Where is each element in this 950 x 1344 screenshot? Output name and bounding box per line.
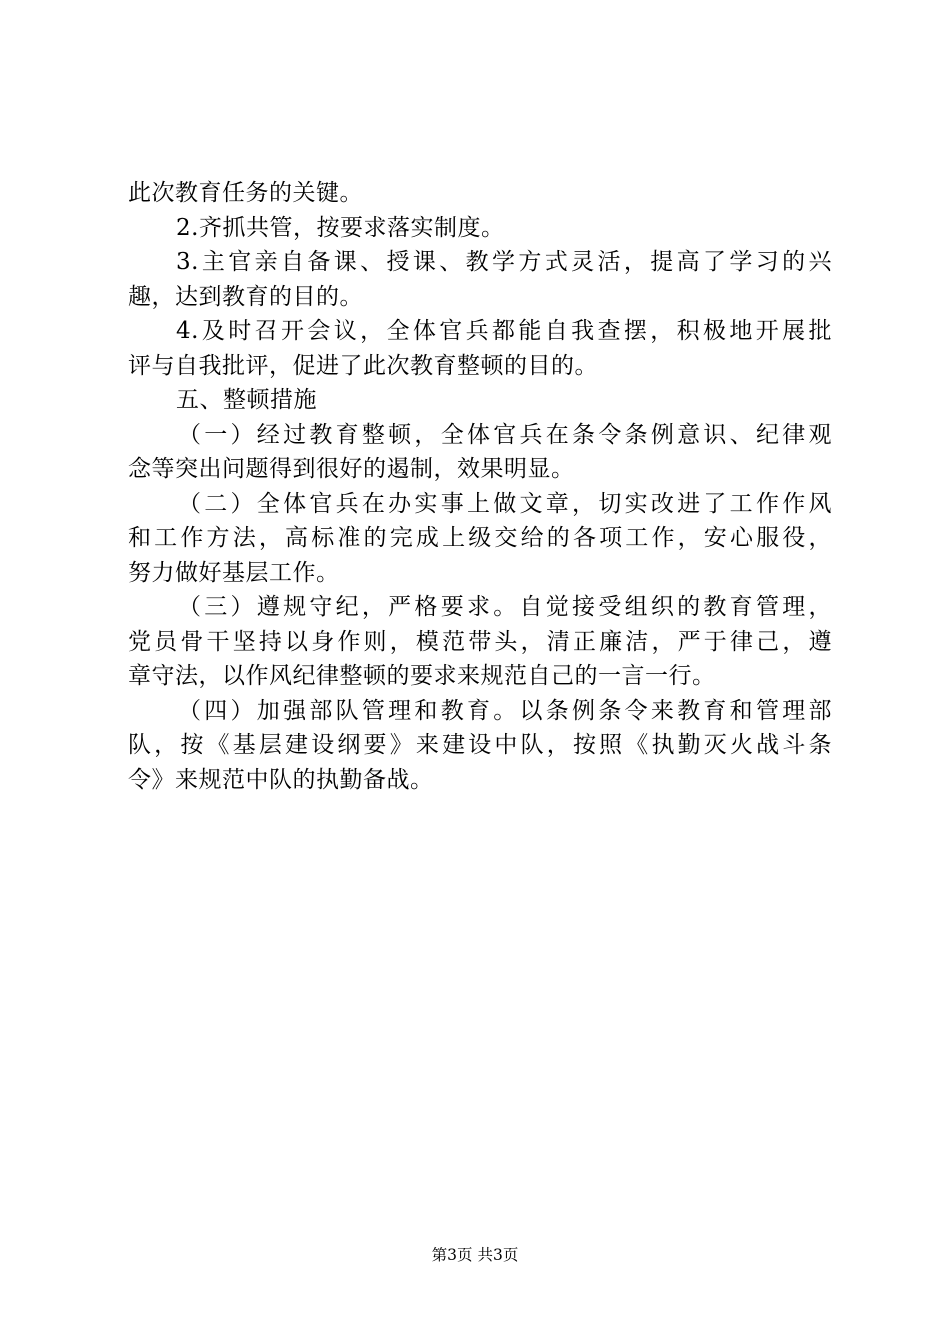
paragraph-line: 3.主官亲自备课、授课、教学方式灵活，提高了学习的兴: [176, 249, 832, 275]
paragraph-line: 此次教育任务的关键。: [128, 180, 363, 206]
paragraph-line: 念等突出问题得到很好的遏制，效果明显。: [128, 456, 575, 482]
paragraph-line: （三）遵规守纪，严格要求。自觉接受组织的教育管理，: [178, 594, 832, 620]
paragraph-line: 党员骨干坚持以身作则，模范带头，清正廉洁，严于律己，遵: [128, 628, 832, 655]
page-number-label: 第3页 共3页: [431, 1246, 519, 1264]
paragraph-line: 趣，达到教育的目的。: [128, 283, 363, 310]
page-footer: [0, 1245, 950, 1265]
paragraph-line: （一）经过教育整顿，全体官兵在条令条例意识、纪律观: [178, 421, 832, 448]
paragraph-line: 4.及时召开会议，全体官兵都能自我查摆，积极地开展批: [176, 318, 832, 344]
document-body: [128, 176, 832, 797]
paragraph-line: 章守法，以作风纪律整顿的要求来规范自己的一言一行。: [128, 663, 716, 689]
paragraph-line: 2.齐抓共管，按要求落实制度。: [176, 214, 505, 241]
paragraph-line: 努力做好基层工作。: [128, 559, 340, 586]
paragraph-line: 和工作方法，高标准的完成上级交给的各项工作，安心服役，: [128, 525, 832, 551]
paragraph-line: （四）加强部队管理和教育。以条例条令来教育和管理部: [178, 697, 832, 724]
paragraph-line: 令》来规范中队的执勤备战。: [128, 766, 434, 793]
section-heading: 五、整顿措施: [176, 387, 317, 413]
paragraph-line: （二）全体官兵在办实事上做文章，切实改进了工作作风: [178, 490, 832, 517]
paragraph-line: 评与自我批评，促进了此次教育整顿的目的。: [128, 352, 598, 379]
paragraph-line: 队，按《基层建设纲要》来建设中队，按照《执勤灭火战斗条: [128, 732, 832, 758]
